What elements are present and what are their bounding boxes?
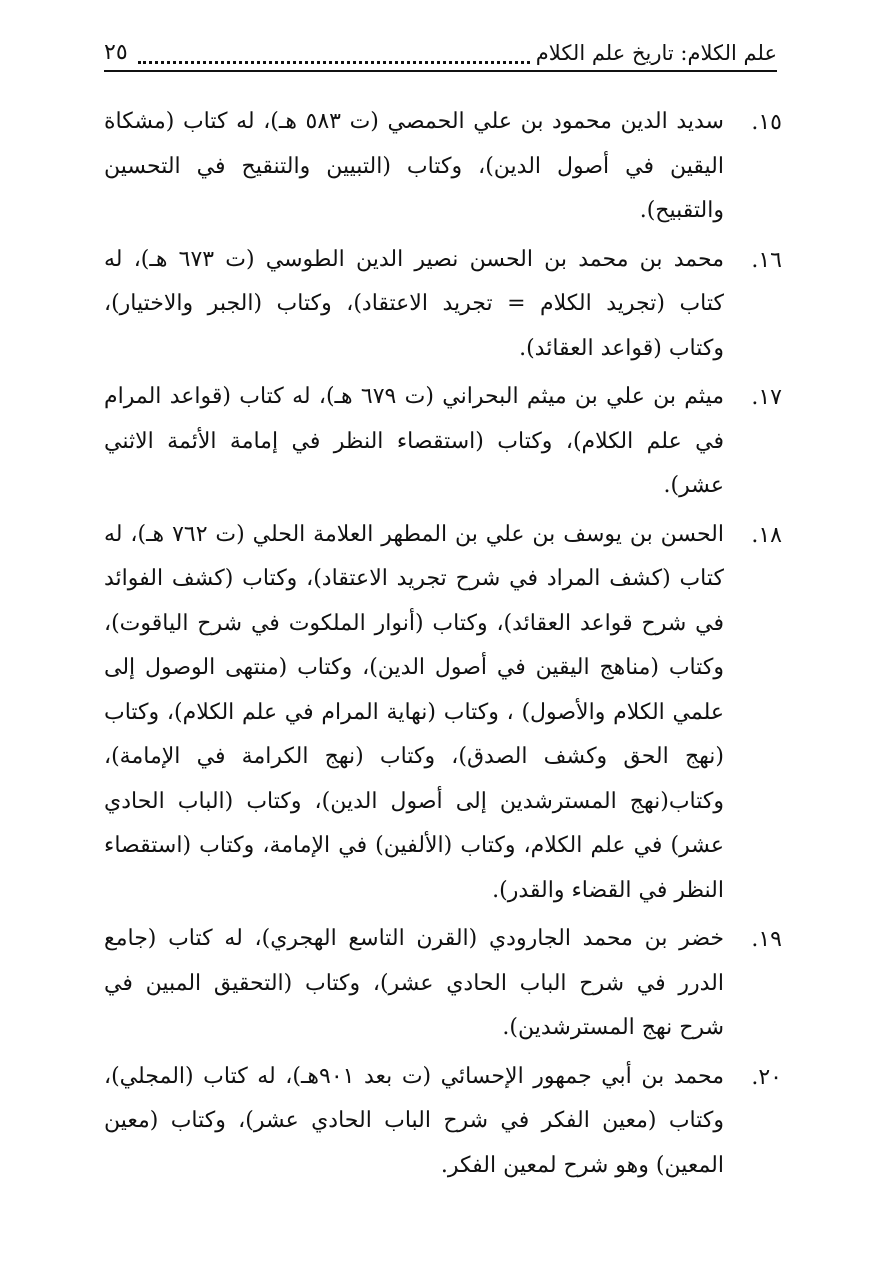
entry-number: ١٦. [751,247,782,273]
list-item [104,1055,782,1189]
dotted-leader [138,60,530,64]
entry-number: ١٩. [751,927,782,952]
entry-text: محمد بن أبي جمهور الإحسائي (ت بعد ٩٠١هـ)، له كتاب (المجلي)، وكتاب (معين الفكر في شرح الباب الحادي عشر)، وكتاب (معين المعين) وهو شرح لمعين الفكر. [104,1063,724,1178]
list-item [104,375,782,509]
entry-number: ١٨. [751,522,782,548]
entry-number: ٢٠. [751,1064,782,1090]
list-item [104,513,782,914]
entry-text: محمد بن محمد بن الحسن نصير الدين الطوسي (ت ٦٧٣ هـ)، له كتاب (تجريد الكلام = تجريد الاعتقاد)، وكتاب (الجبر والاختيار)، وكتاب (قواعد العقائد). [104,246,724,361]
running-header [104,34,777,72]
list-item [104,100,782,234]
entry-text: الحسن بن يوسف بن علي بن المطهر العلامة الحلي (ت ٧٦٢ هـ)، له كتاب (كشف المراد في شرح تجريد الاعتقاد)، وكتاب (كشف الفوائد في شرح قواعد العقائد)، وكتاب (أنوار الملكوت في شرح الياقوت)، وكتاب (مناهج اليقين في أصول الدين)، وكتاب (منتهى الوصول إلى علمي الكلام والأصول) ، وكتاب (نهاية المرام في علم الكلام)، وكتاب (نهج الحق وكشف الصدق)، وكتاب (نهج الكرامة في الإمامة)، وكتاب(نهج المسترشدين إلى أصول الدين)، وكتاب (الباب الحادي عشر) في علم الكلام، وكتاب (الألفين) في الإمامة، وكتاب (استقصاء النظر في القضاء والقدر). [104,521,724,903]
entry-number: ١٧. [751,385,782,410]
list-item [104,917,782,1051]
entry-text: سديد الدين محمود بن علي الحمصي (ت ٥٨٣ هـ)، له كتاب (مشكاة اليقين في أصول الدين)، وكتاب (التبيين والتنقيح في التحسين والتقبيح). [104,109,724,223]
entry-list [104,100,782,1192]
page-number: ٢٥ [104,40,128,65]
entry-text: ميثم بن علي بن ميثم البحراني (ت ٦٧٩ هـ)، له كتاب (قواعد المرام في علم الكلام)، وكتاب (استقصاء النظر في إمامة الأئمة الاثني عشر). [104,384,724,498]
running-title: علم الكلام: تاريخ علم الكلام [535,41,777,65]
entry-number: ١٥. [751,110,782,135]
list-item [104,238,782,372]
entry-text: خضر بن محمد الجارودي (القرن التاسع الهجري)، له كتاب (جامع الدرر في شرح الباب الحادي عشر)، وكتاب (التحقيق المبين في شرح نهج المسترشدين). [104,926,724,1040]
